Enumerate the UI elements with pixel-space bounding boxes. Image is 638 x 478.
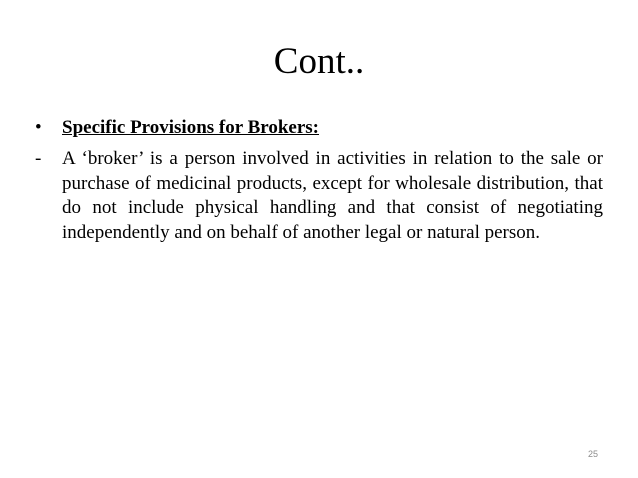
bullet-heading-line (35, 116, 319, 140)
bullet-icon: • (35, 117, 42, 138)
slide-title: Cont.. (273, 41, 365, 82)
page-number: 25 (587, 449, 598, 459)
section-heading: Specific Provisions for Brokers: (62, 117, 320, 138)
broker-definition-paragraph: A ‘broker’ is a person involved in activities in relation to the sale or purchase of medicinal products, except for wholesale distribution, that do not include physical handling and that consist of negotiating independently and on behalf of another legal or natural person. (62, 148, 603, 243)
dash-marker: - (35, 148, 42, 169)
